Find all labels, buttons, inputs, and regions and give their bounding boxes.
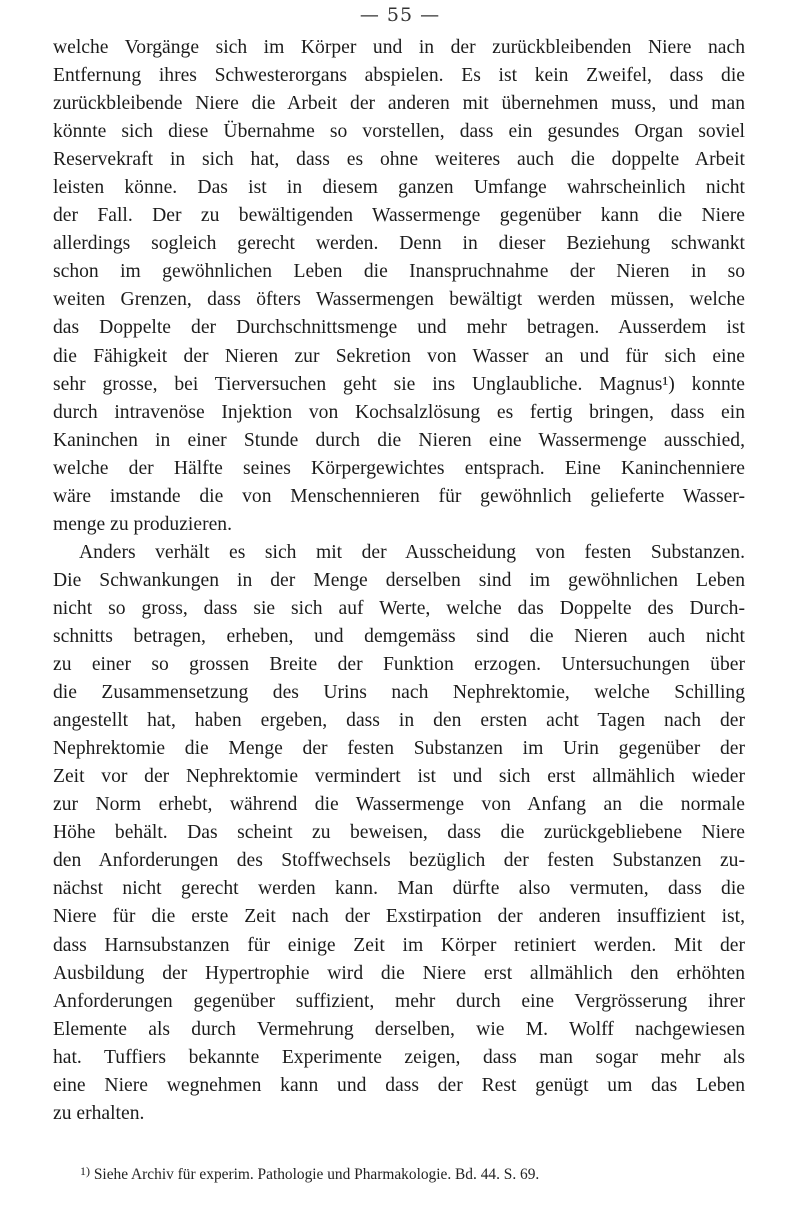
text-line: Reservekraft in sich hat, dass es ohne weiteres auch die doppelte Arbeit (53, 149, 745, 171)
text-line: weiten Grenzen, dass öfters Wassermengen bewältigt werden müssen, welche (53, 289, 745, 311)
footnote (80, 1164, 745, 1184)
text-line: nicht so gross, dass sie sich auf Werte, welche das Doppelte des Durch- (53, 597, 745, 619)
text-line: Niere für die erste Zeit nach der Exstirpation der anderen insuffizient ist, (53, 906, 745, 928)
paragraph-end-line: menge zu produzieren. (53, 513, 232, 535)
text-line: nächst nicht gerecht werden kann. Man dürfte also vermuten, dass die (53, 878, 745, 900)
text-line: zur Norm erhebt, während die Wassermenge von Anfang an die normale (53, 794, 745, 816)
footnote-marker: 1) (80, 1164, 90, 1178)
text-line: Die Schwankungen in der Menge derselben sind im gewöhnlichen Leben (53, 569, 745, 591)
text-line: wäre imstande die von Menschennieren für gewöhnlich gelieferte Wasser- (53, 485, 745, 507)
body-text (53, 34, 745, 1128)
text-line: Ausbildung der Hypertrophie wird die Niere erst allmählich den erhöhten (53, 962, 745, 984)
text-line: Anforderungen gegenüber suffizient, mehr durch eine Vergrösserung ihrer (53, 990, 745, 1012)
text-line: könnte sich diese Übernahme so vorstellen, dass ein gesundes Organ soviel (53, 121, 745, 143)
text-line: Elemente als durch Vermehrung derselben, wie M. Wolff nachgewiesen (53, 1018, 745, 1040)
text-line: angestellt hat, haben ergeben, dass in den ersten acht Tagen nach der (53, 710, 745, 732)
text-line: dass Harnsubstanzen für einige Zeit im Körper retiniert werden. Mit der (53, 934, 745, 956)
text-line: der Fall. Der zu bewältigenden Wassermenge gegenüber kann die Niere (53, 205, 745, 227)
paragraph-end-line: zu erhalten. (53, 1102, 145, 1124)
text-line: die Zusammensetzung des Urins nach Nephrektomie, welche Schilling (53, 682, 745, 704)
text-line: zurückbleibende Niere die Arbeit der anderen mit übernehmen muss, und man (53, 93, 745, 115)
text-line: leisten könne. Das ist in diesem ganzen Umfange wahrscheinlich nicht (53, 177, 745, 199)
text-line: das Doppelte der Durchschnittsmenge und mehr betragen. Ausserdem ist (53, 317, 745, 339)
text-line: sehr grosse, bei Tierversuchen geht sie ins Unglaubliche. Magnus¹) konnte (53, 373, 745, 395)
page-number: — 55 — (359, 4, 441, 26)
text-line: Nephrektomie die Menge der festen Substanzen im Urin gegenüber der (53, 738, 745, 760)
text-line: den Anforderungen des Stoffwechsels bezüglich der festen Substanzen zu- (53, 850, 745, 872)
text-line: eine Niere wegnehmen kann und dass der Rest genügt um das Leben (53, 1074, 745, 1096)
text-line: Höhe behält. Das scheint zu beweisen, dass die zurückgebliebene Niere (53, 822, 745, 844)
text-line: allerdings sogleich gerecht werden. Denn in dieser Beziehung schwankt (53, 233, 745, 255)
text-line: welche der Hälfte seines Körpergewichtes entsprach. Eine Kaninchenniere (53, 457, 745, 479)
text-line: Zeit vor der Nephrektomie vermindert ist und sich erst allmählich wieder (53, 766, 745, 788)
text-line: schnitts betragen, erheben, und demgemäss sind die Nieren auch nicht (53, 625, 745, 647)
text-line: hat. Tuffiers bekannte Experimente zeigen, dass man sogar mehr als (53, 1046, 745, 1068)
text-line: zu einer so grossen Breite der Funktion erzogen. Untersuchungen über (53, 654, 745, 676)
text-line: Entfernung ihres Schwesterorgans abspielen. Es ist kein Zweifel, dass die (53, 65, 745, 87)
text-line: schon im gewöhnlichen Leben die Inanspruchnahme der Nieren in so (53, 261, 745, 283)
paragraph-start-line: Anders verhält es sich mit der Ausscheidung von festen Substanzen. (79, 541, 745, 563)
text-line: welche Vorgänge sich im Körper und in der zurückbleibenden Niere nach (53, 37, 745, 58)
text-line: die Fähigkeit der Nieren zur Sekretion von Wasser an und für sich eine (53, 345, 745, 367)
text-line: Kaninchen in einer Stunde durch die Nieren eine Wassermenge ausschied, (53, 429, 745, 451)
footnote-text: Siehe Archiv für experim. Pathologie und Pharmakologie. Bd. 44. S. 69. (93, 1166, 540, 1183)
text-line: durch intravenöse Injektion von Kochsalzlösung es fertig bringen, dass ein (53, 401, 745, 423)
